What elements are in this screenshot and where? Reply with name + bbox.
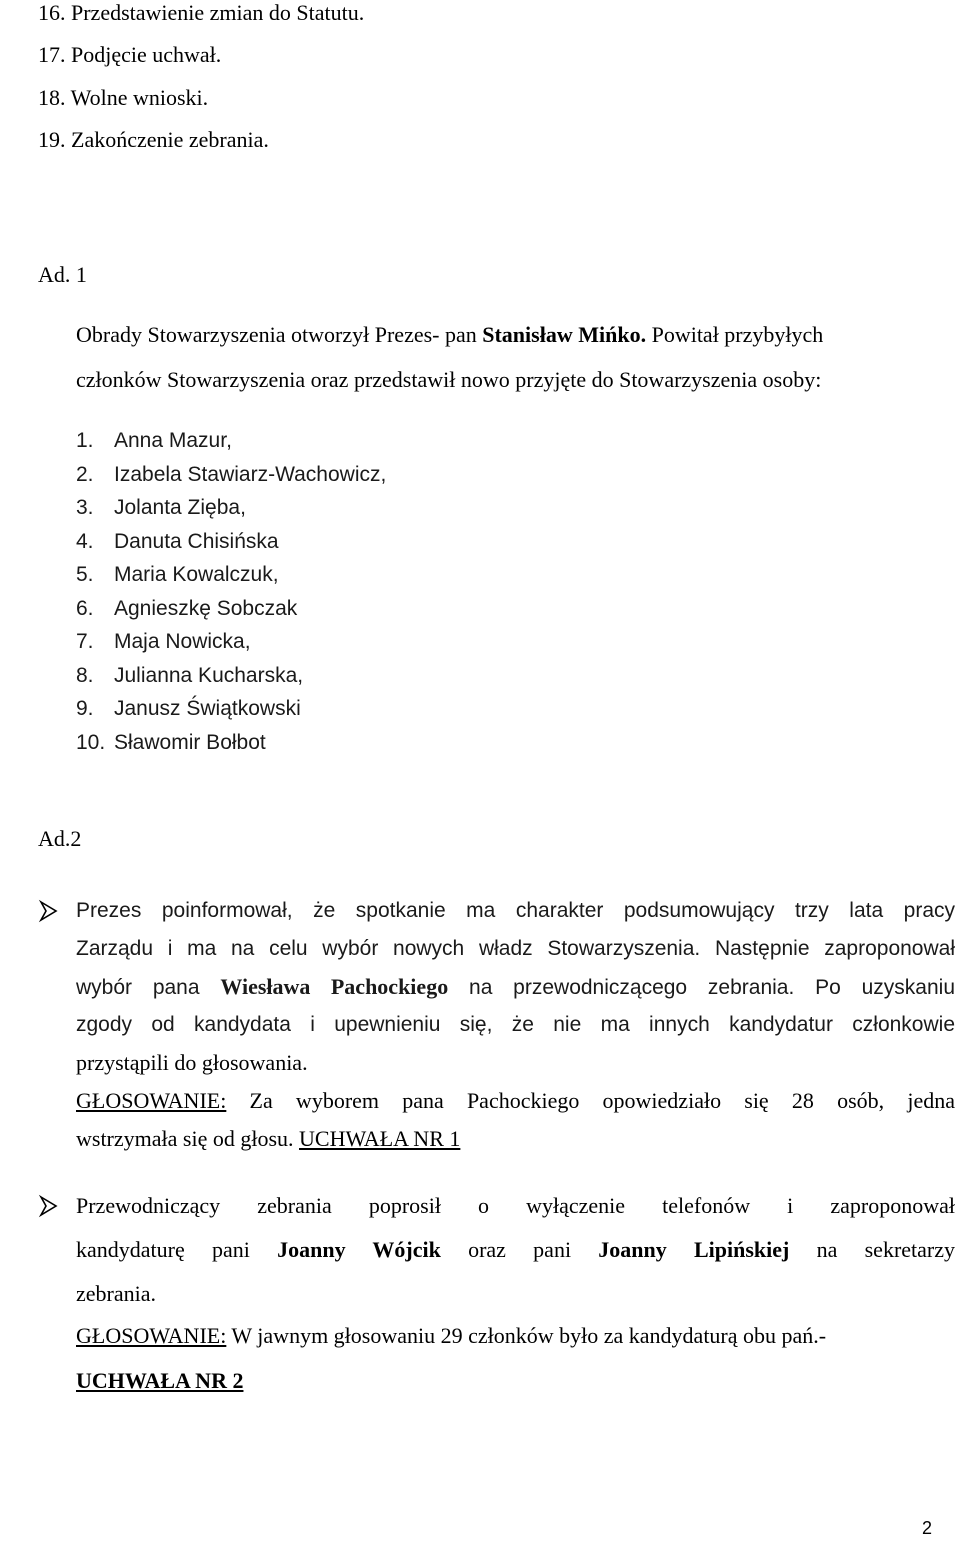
list-item: 6. Agnieszkę Sobczak [76, 596, 298, 620]
list-item: 2. Izabela Stawiarz-Wachowicz, [76, 462, 387, 486]
resolution-label: UCHWAŁA NR 1 [299, 1126, 461, 1151]
paragraph-line: Przewodniczący zebrania poprosił o wyłączenie telefonów i zaproponował [76, 1193, 955, 1218]
agenda-item: 19. Zakończenie zebrania. [38, 126, 269, 152]
person-name: Joanny Wójcik [277, 1237, 441, 1262]
paragraph-line: Obrady Stowarzyszenia otworzył Prezes- pan Stanisław Mińko. Powitał przybyłych [76, 322, 824, 347]
paragraph-line: wstrzymała się od głosu. UCHWAŁA NR 1 [76, 1126, 461, 1151]
vote-label: GŁOSOWANIE: [76, 1088, 227, 1113]
list-item: 5. Maria Kowalczuk, [76, 563, 279, 586]
agenda-item: 17. Podjęcie uchwał. [38, 42, 222, 68]
vote-line: GŁOSOWANIE: W jawnym głosowaniu 29 członków było za kandydaturą obu pań.- [76, 1323, 827, 1348]
paragraph-line: wybór pana Wiesława Pachockiego na przewodniczącego zebrania. Po uzyskaniu [76, 974, 955, 999]
new-members-list [76, 428, 386, 763]
person-name: Joanny Lipińskiej [598, 1237, 790, 1262]
arrow-bullet-icon [38, 898, 60, 924]
section-heading-ad2: Ad.2 [38, 826, 82, 851]
person-name: Stanisław Mińko. [482, 322, 647, 347]
paragraph-line: zgody od kandydata i upewnieniu się, że nie ma innych kandydatur członkowie [76, 1013, 955, 1036]
section-heading-ad1: Ad. 1 [38, 262, 87, 287]
paragraph-line: Prezes poinformował, że spotkanie ma charakter podsumowujący trzy lata pracy [76, 899, 955, 922]
paragraph-line: Zarządu i ma na celu wybór nowych władz Stowarzyszenia. Następnie zaproponował [76, 937, 955, 960]
page-number: 2 [921, 1518, 932, 1538]
arrow-bullet-icon [38, 1193, 60, 1219]
list-item: 10. Sławomir Bołbot [76, 730, 266, 754]
agenda-item: 18. Wolne wnioski. [38, 84, 209, 110]
list-item: 9. Janusz Świątkowski [76, 697, 301, 720]
paragraph-line: zebrania. [76, 1281, 156, 1306]
person-name: Wiesława Pachockiego [220, 974, 449, 999]
paragraph-line [76, 1368, 955, 1394]
paragraph-line: przystąpili do głosowania. [76, 1050, 308, 1075]
resolution-label: UCHWAŁA NR 2 [76, 1368, 244, 1393]
agenda-item: 16. Przedstawienie zmian do Statutu. [38, 0, 365, 25]
vote-line: GŁOSOWANIE: Za wyborem pana Pachockiego opowiedziało się 28 osób, jedna [76, 1088, 955, 1113]
agenda-list [38, 0, 364, 169]
paragraph-line: członków Stowarzyszenia oraz przedstawił nowo przyjęte do Stowarzyszenia osoby: [76, 367, 822, 392]
list-item: 3. Jolanta Zięba, [76, 496, 246, 519]
list-item: 1. Anna Mazur, [76, 429, 232, 452]
list-item: 8. Julianna Kucharska, [76, 663, 304, 687]
list-item: 7. Maja Nowicka, [76, 630, 251, 653]
paragraph-line: kandydaturę pani Joanny Wójcik oraz pani Joanny Lipińskiej na sekretarzy [76, 1237, 956, 1262]
list-item: 4. Danuta Chisińska [76, 529, 279, 553]
vote-label: GŁOSOWANIE: [76, 1323, 227, 1348]
